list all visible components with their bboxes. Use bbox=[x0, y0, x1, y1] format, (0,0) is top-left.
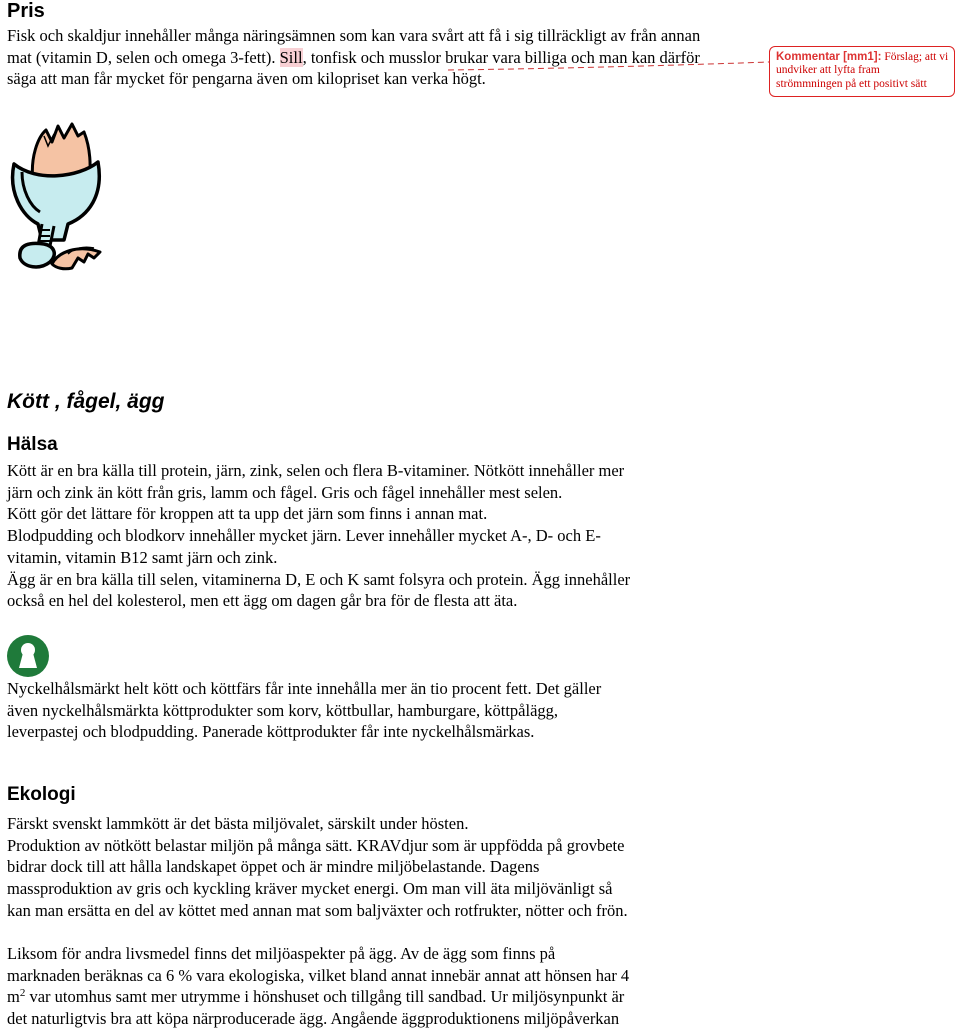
halsa-paragraph bbox=[7, 460, 747, 612]
halsa-line: vitamin, vitamin B12 samt järn och zink. bbox=[7, 547, 278, 567]
ekologi-paragraph bbox=[7, 813, 747, 922]
section-title: Kött , fågel, ägg bbox=[7, 390, 165, 413]
halsa-line: också en hel del kolesterol, men ett ägg om dagen går bra för de flesta att äta. bbox=[7, 591, 518, 611]
halsa-line: Blodpudding och blodkorv innehåller mycket järn. Lever innehåller mycket A-, D- och E- bbox=[7, 526, 601, 546]
halsa-line: Kött gör det lättare för kroppen att ta upp det järn som finns i annan mat. bbox=[7, 504, 488, 524]
ekologi-line: kan man ersätta en del av köttet med annan mat som baljväxter och rotfrukter, nötter och frön. bbox=[7, 900, 628, 920]
keyhole-icon bbox=[6, 634, 50, 678]
ekologi-line: massproduktion av gris och kyckling kräver mycket energi. Om man vill äta miljövänligt så bbox=[7, 879, 613, 899]
m2-rest: var utomhus samt mer utrymme i hönshuset och tillgång till sandbad. Ur miljösynpunkt är bbox=[25, 987, 625, 1007]
comment-text: Förslag; att vi undviker att lyfta fram strömmningen på ett positivt sätt bbox=[776, 51, 949, 90]
pris-text-before: Fisk och skaldjur innehåller många näringsämnen som kan vara svårt att få i sig tillräckligt av från annan mat (vitamin D, selen och omega 3-fett). bbox=[7, 26, 701, 67]
pris-text-after: , tonfisk och musslor brukar vara billiga och man kan därför säga att man får mycket för pengarna även om kilopriset kan verka högt. bbox=[7, 47, 700, 89]
m2-superscript: 2 bbox=[19, 987, 26, 1000]
halsa-line: Ägg är en bra källa till selen, vitaminerna D, E och K samt folsyra och protein. Ägg innehåller bbox=[7, 569, 631, 589]
comment-label: Kommentar [mm1]: bbox=[776, 51, 882, 63]
ekologi-paragraph-eggs bbox=[7, 943, 747, 1030]
egg-cup-illustration bbox=[8, 112, 118, 282]
ekologi-line: bidrar dock till att hålla landskapet öppet och är mindre miljöbelastande. Dagens bbox=[7, 857, 540, 877]
m2-unit: m bbox=[7, 987, 20, 1007]
comment-balloon[interactable] bbox=[769, 46, 955, 97]
keyhole-line: även nyckelhålsmärkta köttprodukter som korv, köttbullar, hamburgare, köttpålägg, bbox=[7, 700, 559, 720]
keyhole-line: leverpastej och blodpudding. Panerade köttprodukter får inte nyckelhålsmärkas. bbox=[7, 722, 535, 742]
ekologi-line: Färskt svenskt lammkött är det bästa miljövalet, särskilt under hösten. bbox=[7, 814, 469, 833]
halsa-line: Kött är en bra källa till protein, järn, zink, selen och flera B-vitaminer. Nötkött innehåller mer bbox=[7, 461, 625, 480]
ekologi-egg-line bbox=[7, 986, 747, 1008]
ekologi-egg-line: Liksom för andra livsmedel finns det miljöaspekter på ägg. Av de ägg som finns på bbox=[7, 944, 556, 963]
keyhole-line: Nyckelhålsmärkt helt kött och köttfärs får inte innehålla mer än tio procent fett. Det gäller bbox=[7, 679, 602, 698]
ekologi-heading: Ekologi bbox=[7, 784, 76, 805]
pris-heading: Pris bbox=[7, 0, 45, 22]
halsa-line: järn och zink än kött från gris, lamm och fågel. Gris och fågel innehåller mest selen. bbox=[7, 482, 563, 502]
ekologi-line: Produktion av nötkött belastar miljön på många sätt. KRAVdjur som är uppfödda på grovbete bbox=[7, 835, 625, 855]
ekologi-egg-line: det naturligtvis bra att köpa närproducerade ägg. Angående äggproduktionens miljöpåverkan bbox=[7, 1009, 620, 1029]
halsa-heading: Hälsa bbox=[7, 434, 58, 455]
keyhole-paragraph bbox=[7, 678, 747, 743]
commented-text-highlight[interactable]: Sill bbox=[279, 47, 303, 67]
ekologi-egg-line: marknaden beräknas ca 6 % vara ekologiska, vilket bland annat innebär annat att hönsen har 4 bbox=[7, 965, 630, 985]
